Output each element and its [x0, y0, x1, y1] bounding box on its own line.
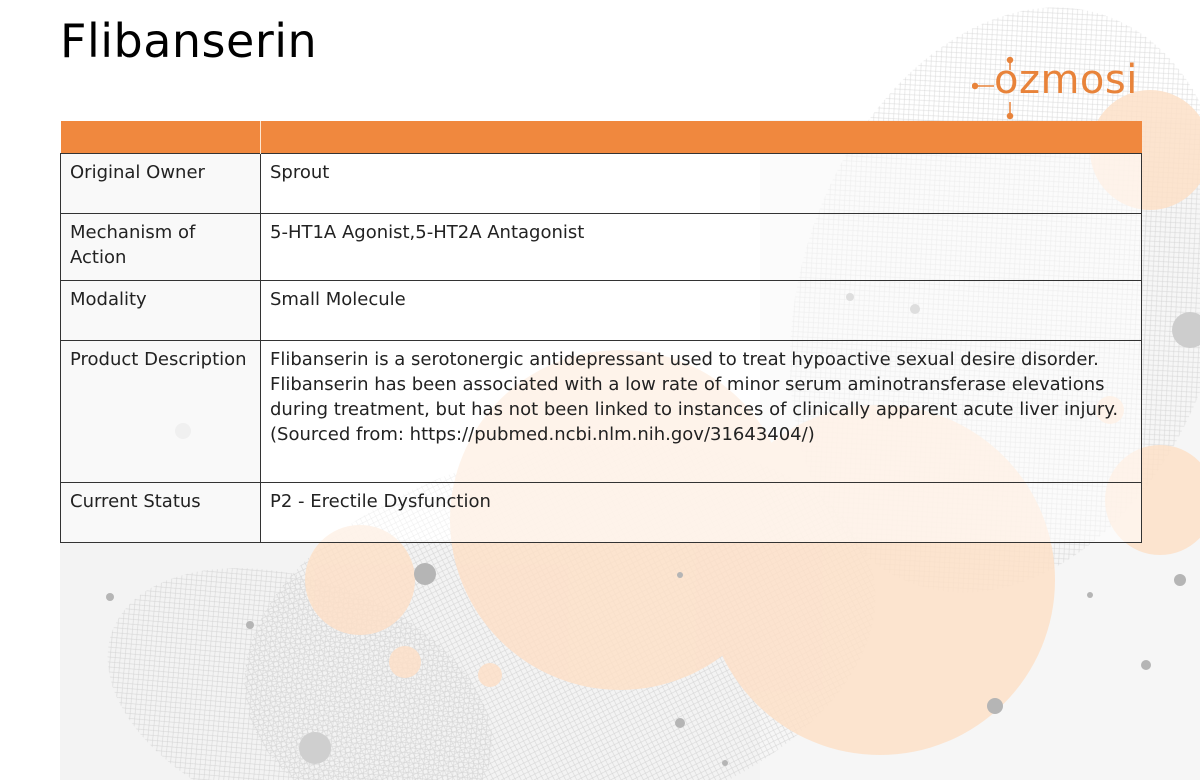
table-row	[61, 483, 1142, 543]
row-label: Product Description	[61, 341, 261, 483]
table-row	[61, 281, 1142, 341]
page-title: Flibanserin	[60, 14, 318, 68]
row-value: Flibanserin is a serotonergic antidepressant used to treat hypoactive sexual desire disorder. Flibanserin has been associated with a low rate of minor serum aminotransferase elevations during treatment, but has not been linked to instances of clinically apparent acute liver injury. (Sourced from: https://pubmed.ncbi.nlm.nih.gov/31643404/)	[261, 341, 1142, 483]
row-value: Sprout	[261, 154, 1142, 214]
table-header-cell	[61, 121, 261, 154]
ozmosi-logo	[972, 56, 1147, 122]
row-label: Original Owner	[61, 154, 261, 214]
row-value: P2 - Erectile Dysfunction	[261, 483, 1142, 543]
table-row	[61, 154, 1142, 214]
table-header-row	[61, 121, 1142, 154]
row-label: Mechanism of Action	[61, 214, 261, 281]
drug-info-table	[60, 121, 1142, 543]
row-label: Current Status	[61, 483, 261, 543]
logo-text: ozmosi	[994, 57, 1138, 103]
row-value: 5-HT1A Agonist,5-HT2A Antagonist	[261, 214, 1142, 281]
table-row	[61, 341, 1142, 483]
row-value: Small Molecule	[261, 281, 1142, 341]
row-label: Modality	[61, 281, 261, 341]
table-row	[61, 214, 1142, 281]
table-header-cell	[261, 121, 1142, 154]
